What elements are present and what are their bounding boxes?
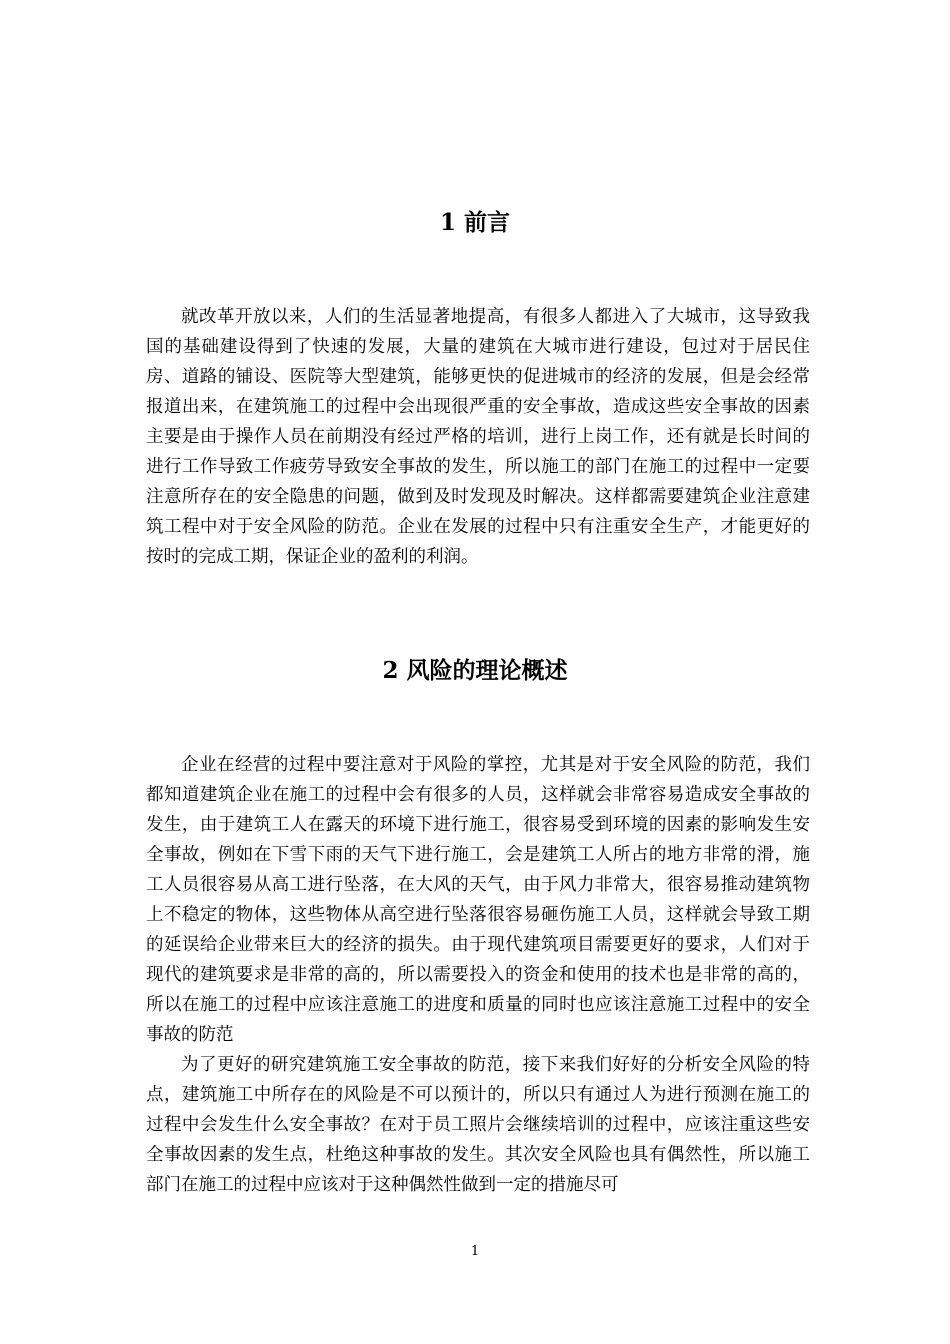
paragraph-preface: 就改革开放以来，人们的生活显著地提高，有很多人都进入了大城市，这导致我国的基础建设得到了快速的发展，大量的建筑在大城市进行建设，包过对于居民住房、道路的铺设、医院等大型建筑，能够更快的促进城市的经济的发展，但是会经常报道出来，在建筑施工的过程中会出现很严重的安全事故，造成这些安全事故的因素主要是由于操作人员在前期没有经过严格的培训，进行上岗工作，还有就是长时间的进行工作导致工作疲劳导致安全事故的发生，所以施工的部门在施工的过程中一定要注意所存在的安全隐患的问题，做到及时发现及时解决。这样都需要建筑企业注意建筑工程中对于安全风险的防范。企业在发展的过程中只有注重安全生产，才能更好的按时的完成工期，保证企业的盈利的利润。 [146,307,810,567]
paragraph-risk-theory-2: 为了更好的研究建筑施工安全事故的防范，接下来我们好好的分析安全风险的特点，建筑施工中所存在的风险是不可以预计的，所以只有通过人为进行预测在施工的过程中会发生什么安全事故？在对于员工照片会继续培训的过程中，应该注重这些安全事故因素的发生点，杜绝这种事故的发生。其次安全风险也具有偶然性，所以施工部门在施工的过程中应该对于这种偶然性做到一定的措施尽可 [146,1055,810,1195]
page-number: 1 [470,1244,480,1259]
section-heading-risk-theory: 2 风险的理论概述 [382,657,568,684]
section-heading-preface: 1 前言 [439,209,510,236]
paragraph-risk-theory-1: 企业在经营的过程中要注意对于风险的掌控，尤其是对于安全风险的防范，我们都知道建筑企业在施工的过程中会有很多的人员，这样就会非常容易造成安全事故的发生，由于建筑工人在露天的环境下进行施工，很容易受到环境的因素的影响发生安全事故，例如在下雪下雨的天气下进行施工，会是建筑工人所占的地方非常的滑，施工人员很容易从高工进行坠落，在大风的天气，由于风力非常大，很容易推动建筑物上不稳定的物体，这些物体从高空进行坠落很容易砸伤施工人员，这样就会导致工期的延误给企业带来巨大的经济的损失。由于现代建筑项目需要更好的要求，人们对于现代的建筑要求是非常的高的，所以需要投入的资金和使用的技术也是非常的高的，所以在施工的过程中应该注意施工的进度和质量的同时也应该注意施工过程中的安全事故的防范 [146,755,810,1045]
